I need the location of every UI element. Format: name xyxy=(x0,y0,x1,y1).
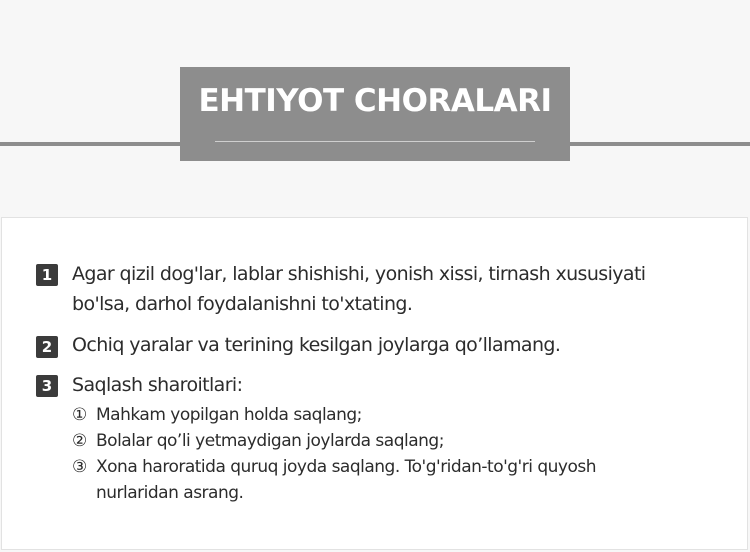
item-2-line-1: Ochiq yaralar va terining kesilgan joylarga qo’llamang. xyxy=(72,334,561,356)
title-banner xyxy=(180,67,570,161)
storage-subitem-2-text: Bolalar qo’li yetmaydigan joylarda saqlang; xyxy=(96,431,444,451)
storage-subitem-1-text: Mahkam yopilgan holda saqlang; xyxy=(96,405,362,425)
item-number-badge-1: 1 xyxy=(36,264,58,286)
title-underline xyxy=(215,141,535,142)
circled-number-2: ② xyxy=(72,431,87,451)
item-3-line-1: Saqlash sharoitlari: xyxy=(72,374,243,396)
precautions-card xyxy=(1,217,748,550)
circled-number-3: ③ xyxy=(72,457,87,477)
item-number-badge-3: 3 xyxy=(36,375,58,397)
item-number-badge-2: 2 xyxy=(36,336,58,358)
storage-subitem-3-text-line-2: nurlaridan asrang. xyxy=(96,483,244,503)
item-1-line-1: Agar qizil dog'lar, lablar shishishi, yonish xissi, tirnash xususiyati xyxy=(72,263,646,285)
circled-number-1: ① xyxy=(72,405,87,425)
storage-subitem-3-text-line-1: Xona haroratida quruq joyda saqlang. To'g'ridan-to'g'ri quyosh xyxy=(96,457,597,477)
page-title: EHTIYOT CHORALARI xyxy=(198,83,552,119)
item-1-line-2: bo'lsa, darhol foydalanishni to'xtating. xyxy=(72,293,413,315)
